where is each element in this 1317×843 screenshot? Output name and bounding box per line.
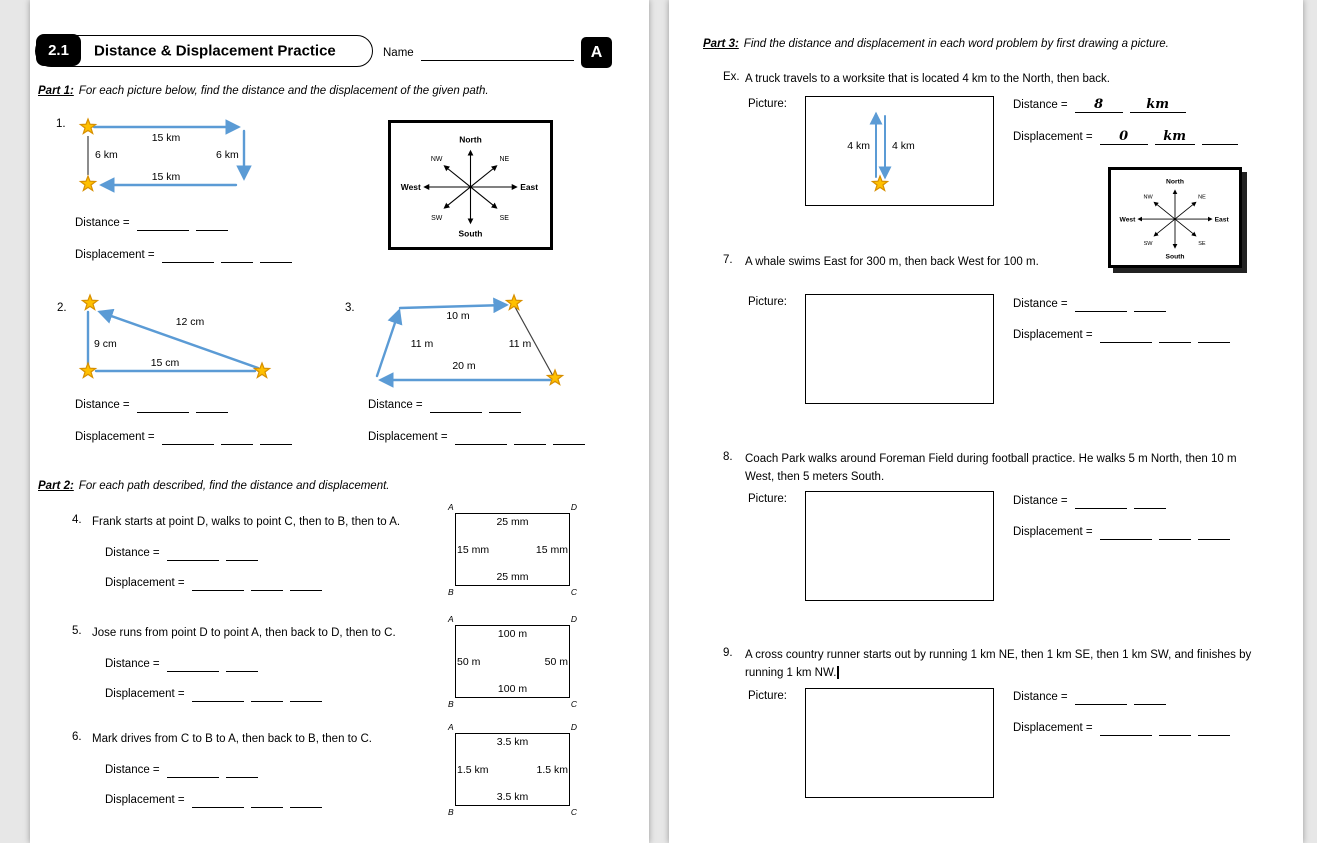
unit-blank[interactable] <box>1134 690 1166 705</box>
problem8-picture-box[interactable] <box>805 491 994 601</box>
compass-nw-label: NW <box>430 156 443 164</box>
problem5-distance-field[interactable] <box>105 657 258 672</box>
problem6-displacement-field[interactable] <box>105 793 322 808</box>
corner-c-label: C <box>570 807 577 817</box>
p4-bottom-label: 25 mm <box>496 571 529 583</box>
answer-blank[interactable] <box>192 793 244 808</box>
compass-south-label: South <box>1165 253 1185 261</box>
p1-right-label: 6 km <box>216 149 239 161</box>
direction-blank[interactable] <box>1202 130 1238 145</box>
answer-blank[interactable] <box>1100 525 1152 540</box>
problem5-text[interactable]: Jose runs from point D to point A, then back to D, then to C. <box>92 627 396 639</box>
p6-top-label: 3.5 km <box>496 736 529 748</box>
displacement-label: Displacement = <box>1013 329 1093 341</box>
compass-ne-label: NE <box>1198 194 1206 201</box>
problem6-figure <box>446 722 579 817</box>
compass-south-label: South <box>458 228 483 239</box>
part3-instructions: Find the distance and displacement in each word problem by first drawing a picture. <box>743 38 1169 50</box>
p1-bottom-label: 15 km <box>151 171 181 183</box>
corner-b-label: B <box>448 699 454 709</box>
compass-sw-label: SW <box>1143 241 1153 248</box>
p2-hyp-label: 12 cm <box>175 316 205 328</box>
displacement-label: Displacement = <box>1013 131 1093 143</box>
problem8-distance-field[interactable] <box>1013 494 1166 509</box>
problem5-displacement-field[interactable] <box>105 687 322 702</box>
page-title: Distance & Displacement Practice <box>94 42 336 60</box>
section-number-badge: 2.1 <box>36 34 81 66</box>
unit-blank[interactable] <box>251 687 283 702</box>
compass-se-label: SE <box>499 214 509 222</box>
problem7-picture-box[interactable] <box>805 294 994 404</box>
part2-instructions: For each path described, find the distance and displacement. <box>78 480 390 492</box>
direction-blank[interactable] <box>553 430 585 445</box>
corner-d-label: D <box>570 614 577 624</box>
distance-label: Distance = <box>105 547 160 559</box>
picture-label: Picture: <box>748 690 787 702</box>
unit-blank[interactable] <box>514 430 546 445</box>
corner-b-label: B <box>448 587 454 597</box>
compass-diagram <box>391 123 550 247</box>
direction-blank[interactable] <box>290 576 322 591</box>
p3-top-label: 10 m <box>446 310 470 322</box>
corner-b-label: B <box>448 807 454 817</box>
compass-north-label: North <box>1166 178 1184 186</box>
answer-blank[interactable] <box>192 576 244 591</box>
unit-blank[interactable] <box>221 430 253 445</box>
direction-blank[interactable] <box>1198 328 1230 343</box>
part3-label: Part 3: <box>703 38 739 50</box>
corner-a-label: A <box>448 722 454 732</box>
problem2-distance-field[interactable] <box>75 398 228 413</box>
problem4-distance-field[interactable] <box>105 546 258 561</box>
unit-blank[interactable] <box>1155 130 1195 145</box>
unit-blank[interactable] <box>196 216 228 231</box>
compass-rose <box>388 120 553 250</box>
problem4-displacement-field[interactable] <box>105 576 322 591</box>
unit-blank[interactable] <box>1134 494 1166 509</box>
displacement-label: Displacement = <box>105 688 185 700</box>
answer-blank[interactable] <box>430 398 482 413</box>
p2-left-label: 9 cm <box>94 338 117 350</box>
distance-label: Distance = <box>1013 495 1068 507</box>
part1-label: Part 1: <box>38 85 74 97</box>
title-capsule <box>35 35 373 67</box>
answer-blank[interactable] <box>1075 494 1127 509</box>
problem3-displacement-field[interactable] <box>368 430 585 445</box>
unit-blank[interactable] <box>196 398 228 413</box>
problem4-figure <box>446 502 579 597</box>
answer-blank[interactable] <box>162 248 214 263</box>
p3-bottom-label: 20 m <box>452 360 476 372</box>
distance-label: Distance = <box>105 764 160 776</box>
p1-left-label: 6 km <box>95 149 118 161</box>
compass-west-label: West <box>1119 216 1136 224</box>
part2-heading <box>38 480 390 492</box>
answer-blank[interactable] <box>455 430 507 445</box>
compass-west-label: West <box>400 181 421 192</box>
answer-blank[interactable] <box>192 687 244 702</box>
name-blank[interactable] <box>421 46 574 61</box>
p3-right-label: 11 m <box>508 338 532 350</box>
problem3-distance-field[interactable] <box>368 398 521 413</box>
picture-label: Picture: <box>748 98 787 110</box>
problem5-figure <box>446 614 579 709</box>
displacement-label: Displacement = <box>1013 722 1093 734</box>
unit-blank[interactable] <box>1130 98 1186 113</box>
distance-label: Distance = <box>75 217 130 229</box>
p5-top-label: 100 m <box>497 628 528 640</box>
name-label: Name <box>383 47 414 59</box>
answer-blank[interactable] <box>1075 690 1127 705</box>
text-cursor <box>837 666 839 679</box>
problem9-picture-box[interactable] <box>805 688 994 798</box>
handwritten-answer: 0 <box>1119 129 1129 144</box>
compass-nw-label: NW <box>1143 194 1153 201</box>
problem9-distance-field[interactable] <box>1013 690 1166 705</box>
problem2-path-diagram <box>70 292 320 387</box>
displacement-label: Displacement = <box>75 249 155 261</box>
handwritten-unit: km <box>1163 129 1186 144</box>
p2-bottom-label: 15 cm <box>150 357 180 369</box>
displacement-label: Displacement = <box>368 431 448 443</box>
displacement-label: Displacement = <box>1013 526 1093 538</box>
example-picture-box[interactable] <box>805 96 994 206</box>
part1-heading <box>38 85 489 97</box>
compass-se-label: SE <box>1198 241 1206 248</box>
distance-label: Distance = <box>105 658 160 670</box>
problem1-path-diagram <box>78 108 293 200</box>
compass-ne-label: NE <box>499 156 510 164</box>
compass-sw-label: SW <box>431 214 443 222</box>
distance-label: Distance = <box>368 399 423 411</box>
direction-blank[interactable] <box>260 430 292 445</box>
p3-left-label: 11 m <box>410 338 434 350</box>
problem8-displacement-field[interactable] <box>1013 525 1230 540</box>
p6-left-label: 1.5 km <box>457 763 489 776</box>
answer-blank[interactable] <box>1100 328 1152 343</box>
unit-blank[interactable] <box>251 793 283 808</box>
picture-label: Picture: <box>748 493 787 505</box>
corner-a-label: A <box>448 502 454 512</box>
direction-blank[interactable] <box>1198 525 1230 540</box>
p4-top-label: 25 mm <box>496 516 529 528</box>
problem7-distance-field[interactable] <box>1013 297 1166 312</box>
unit-blank[interactable] <box>1159 525 1191 540</box>
unit-blank[interactable] <box>1159 328 1191 343</box>
unit-blank[interactable] <box>1159 721 1191 736</box>
example-distance-field[interactable] <box>1013 98 1186 113</box>
part2-label: Part 2: <box>38 480 74 492</box>
unit-blank[interactable] <box>1134 297 1166 312</box>
p6-bottom-label: 3.5 km <box>496 791 529 803</box>
answer-blank[interactable] <box>1075 98 1123 113</box>
p6-right-label: 1.5 km <box>536 763 568 776</box>
unit-blank[interactable] <box>226 546 258 561</box>
example-text[interactable]: A truck travels to a worksite that is located 4 km to the North, then back. <box>745 73 1110 85</box>
problem4-text[interactable]: Frank starts at point D, walks to point C, then to B, then to A. <box>92 516 401 528</box>
problem7-text[interactable]: A whale swims East for 300 m, then back West for 100 m. <box>745 256 1039 268</box>
problem8-text[interactable]: Coach Park walks around Foreman Field during football practice. He walks 5 m North, then 10 m West, then 5 meters South. <box>745 453 1237 483</box>
problem7-number: 7. <box>723 254 733 266</box>
handwritten-answer: 8 <box>1094 97 1104 112</box>
corner-d-label: D <box>570 502 577 512</box>
worksheet-page-1[interactable] <box>30 0 649 843</box>
compass-east-label: East <box>1214 216 1229 224</box>
displacement-label: Displacement = <box>105 794 185 806</box>
compass-east-label: East <box>520 181 539 192</box>
distance-label: Distance = <box>75 399 130 411</box>
answer-blank[interactable] <box>167 546 219 561</box>
problem2-displacement-field[interactable] <box>75 430 292 445</box>
problem7-displacement-field[interactable] <box>1013 328 1230 343</box>
displacement-label: Displacement = <box>105 577 185 589</box>
answer-blank[interactable] <box>1100 721 1152 736</box>
ex-arrow-left-label: 4 km <box>847 140 870 152</box>
problem4-number: 4. <box>72 514 82 526</box>
p5-bottom-label: 100 m <box>497 683 528 695</box>
direction-blank[interactable] <box>260 248 292 263</box>
part3-heading <box>703 38 1169 50</box>
answer-blank[interactable] <box>167 763 219 778</box>
ex-arrow-right-label: 4 km <box>892 140 915 152</box>
problem5-number: 5. <box>72 625 82 637</box>
compass-north-label: North <box>459 134 482 145</box>
answer-blank[interactable] <box>167 657 219 672</box>
problem9-number: 9. <box>723 647 733 659</box>
problem9-text-block[interactable] <box>745 647 1260 683</box>
unit-blank[interactable] <box>489 398 521 413</box>
problem9-displacement-field[interactable] <box>1013 721 1230 736</box>
handwritten-unit: km <box>1146 97 1170 112</box>
displacement-label: Displacement = <box>75 431 155 443</box>
example-drawing <box>806 97 993 205</box>
problem3-number: 3. <box>345 302 355 314</box>
example-number: Ex. <box>723 71 740 83</box>
problem1-displacement-field[interactable] <box>75 248 292 263</box>
answer-blank[interactable] <box>1100 130 1148 145</box>
worksheet-page-2[interactable] <box>669 0 1303 843</box>
direction-blank[interactable] <box>290 687 322 702</box>
unit-blank[interactable] <box>251 576 283 591</box>
direction-blank[interactable] <box>290 793 322 808</box>
unit-blank[interactable] <box>226 657 258 672</box>
corner-c-label: C <box>570 587 577 597</box>
corner-d-label: D <box>570 722 577 732</box>
part1-instructions: For each picture below, find the distance and the displacement of the given path. <box>78 85 489 97</box>
corner-c-label: C <box>570 699 577 709</box>
answer-blank[interactable] <box>162 430 214 445</box>
p1-top-label: 15 km <box>151 132 181 144</box>
problem6-number: 6. <box>72 731 82 743</box>
direction-blank[interactable] <box>1198 721 1230 736</box>
picture-label: Picture: <box>748 296 787 308</box>
answer-blank[interactable] <box>1075 297 1127 312</box>
compass-diagram <box>1111 170 1239 265</box>
name-row <box>383 46 574 61</box>
problem8-number: 8. <box>723 451 733 463</box>
answer-blank[interactable] <box>137 398 189 413</box>
answer-blank[interactable] <box>137 216 189 231</box>
compass-rose <box>1108 167 1242 268</box>
problem1-number: 1. <box>56 118 66 130</box>
problem9-text[interactable]: A cross country runner starts out by running 1 km NE, then 1 km SE, then 1 km SW, and finishes by running 1 km NW. <box>745 649 1252 679</box>
problem1-distance-field[interactable] <box>75 216 228 231</box>
p5-left-label: 50 m <box>457 655 481 668</box>
distance-label: Distance = <box>1013 298 1068 310</box>
distance-label: Distance = <box>1013 99 1068 111</box>
unit-blank[interactable] <box>226 763 258 778</box>
problem3-path-diagram <box>360 290 605 392</box>
problem2-number: 2. <box>57 302 67 314</box>
corner-a-label: A <box>448 614 454 624</box>
distance-label: Distance = <box>1013 691 1068 703</box>
example-displacement-field[interactable] <box>1013 130 1238 145</box>
version-letter-badge: A <box>581 37 612 68</box>
p4-left-label: 15 mm <box>457 543 490 556</box>
problem6-text[interactable]: Mark drives from C to B to A, then back to B, then to C. <box>92 733 372 745</box>
problem6-distance-field[interactable] <box>105 763 258 778</box>
unit-blank[interactable] <box>221 248 253 263</box>
p5-right-label: 50 m <box>544 655 568 668</box>
p4-right-label: 15 mm <box>535 543 568 556</box>
